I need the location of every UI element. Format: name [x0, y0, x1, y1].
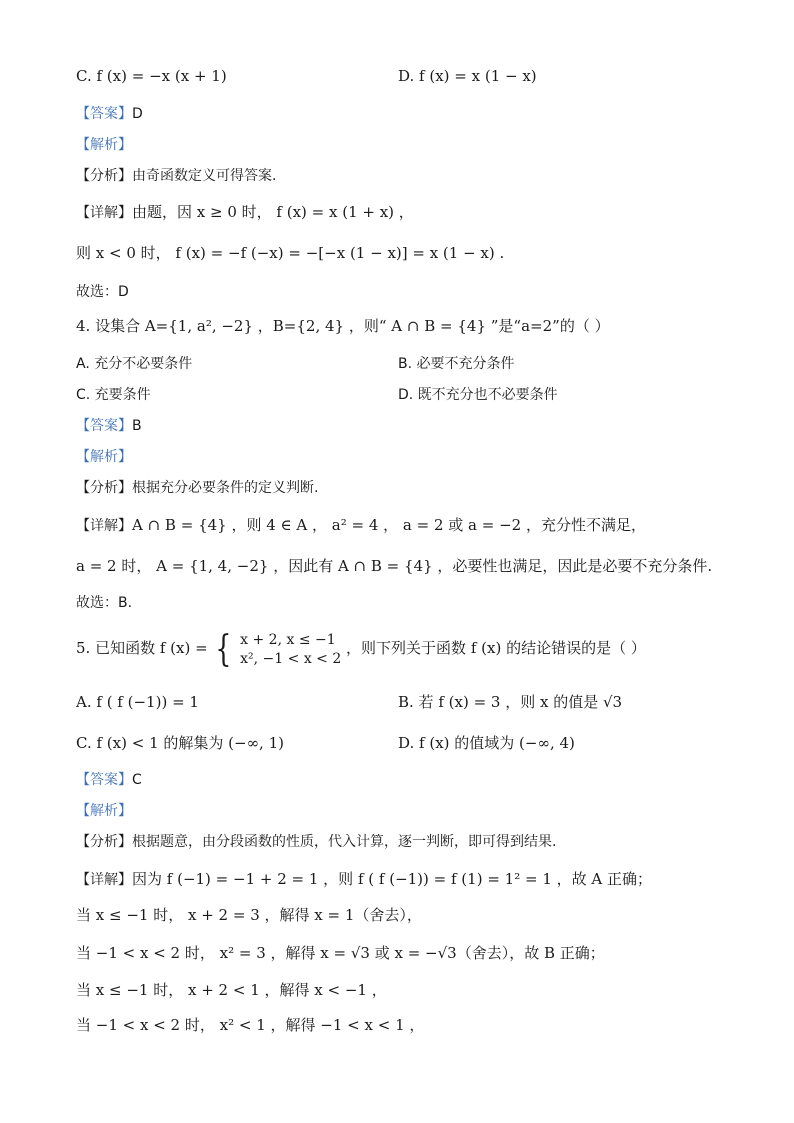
- answer-value: C: [132, 772, 142, 788]
- q4-stem: 4. 设集合 A={1, a², −2} ，B={2, 4} ，则“ A ∩ B = {4} ”是“a=2”的（ ）: [76, 317, 610, 335]
- q5-line-2: 当 −1 < x < 2 时， x² = 3 ，解得 x = √3 或 x = −√3（舍去），故 B 正确；: [76, 944, 605, 962]
- q5-xiangjie: [76, 869, 652, 890]
- q5-option-c: C. f (x) < 1 的解集为 (−∞, 1): [76, 734, 284, 752]
- answer-tag: 【答案】: [76, 418, 132, 434]
- xiangjie-tag: 【详解】: [76, 205, 132, 221]
- fenxi-tag: 【分析】: [76, 834, 132, 850]
- piecewise-cases: [240, 631, 341, 669]
- q3-option-c: C. f (x) = −x (x + 1): [76, 67, 227, 85]
- answer-tag: 【答案】: [76, 106, 132, 122]
- case-2: x², −1 < x < 2: [240, 651, 342, 667]
- answer-tag: 【答案】: [76, 772, 132, 788]
- fenxi-text: 根据充分必要条件的定义判断.: [132, 480, 319, 496]
- q4-derivation: a = 2 时， A = {1, 4, −2} ，因此有 A ∩ B = {4} ，必要性也满足，因此是必要不充分条件.: [76, 557, 713, 575]
- q3-answer: [76, 104, 143, 124]
- fenxi-tag: 【分析】: [76, 480, 132, 496]
- fenxi-tag: 【分析】: [76, 168, 132, 184]
- q4-option-a: A. 充分不必要条件: [76, 356, 193, 372]
- q5-line-1: 当 x ≤ −1 时， x + 2 = 3 ，解得 x = 1（舍去），: [76, 906, 422, 924]
- q4-xiangjie: [76, 515, 646, 536]
- q5-option-a: A. f ( f (−1)) = 1: [76, 693, 199, 711]
- q3-choose: 故选：D: [76, 284, 129, 300]
- q5-fenxi: [76, 832, 556, 852]
- q4-choose: 故选：B.: [76, 595, 133, 611]
- xiangjie-text: 由题，因 x ≥ 0 时， f (x) = x (1 + x) ，: [132, 203, 414, 221]
- piecewise-function: [212, 629, 341, 669]
- answer-value: B: [132, 418, 142, 434]
- xiangjie-tag: 【详解】: [76, 518, 132, 534]
- q4-option-d: D. 既不充分也不必要条件: [398, 387, 558, 403]
- left-brace-icon: {: [215, 629, 232, 670]
- q5-stem-prefix: 5. 已知函数 f (x) =: [76, 639, 208, 657]
- fenxi-text: 根据题意，由分段函数的性质，代入计算，逐一判断，即可得到结果.: [132, 834, 557, 850]
- case-1: x + 2, x ≤ −1: [240, 632, 336, 648]
- q5-jiexi-tag: 【解析】: [76, 803, 132, 819]
- q4-option-c: C. 充要条件: [76, 387, 151, 403]
- xiangjie-text: 因为 f (−1) = −1 + 2 = 1 ，则 f ( f (−1)) = f (1) = 1² = 1 ，故 A 正确；: [132, 870, 652, 888]
- q5-option-b: B. 若 f (x) = 3 ，则 x 的值是 √3: [398, 693, 623, 711]
- q4-answer: [76, 416, 142, 436]
- q5-line-3: 当 x ≤ −1 时， x + 2 < 1 ，解得 x < −1 ，: [76, 981, 387, 999]
- q3-jiexi-tag: 【解析】: [76, 137, 132, 153]
- q4-fenxi: [76, 478, 318, 498]
- q5-option-d: D. f (x) 的值域为 (−∞, 4): [398, 734, 575, 752]
- q3-derivation: 则 x < 0 时， f (x) = −f (−x) = −[−x (1 − x)] = x (1 − x) .: [76, 244, 505, 262]
- fenxi-text: 由奇函数定义可得答案.: [132, 168, 277, 184]
- xiangjie-tag: 【详解】: [76, 872, 132, 888]
- q3-xiangjie: [76, 202, 414, 223]
- q5-stem: [76, 628, 646, 669]
- q5-stem-suffix: ，则下列关于函数 f (x) 的结论错误的是（ ）: [346, 639, 646, 657]
- q4-jiexi-tag: 【解析】: [76, 449, 132, 465]
- answer-value: D: [132, 106, 143, 122]
- q3-fenxi: [76, 166, 276, 186]
- q5-answer: [76, 770, 142, 790]
- q3-option-d: D. f (x) = x (1 − x): [398, 67, 537, 85]
- xiangjie-text: A ∩ B = {4} ，则 4 ∈ A ， a² = 4 ， a = 2 或 a = −2 ，充分性不满足，: [132, 516, 646, 534]
- q5-line-4: 当 −1 < x < 2 时， x² < 1 ，解得 −1 < x < 1 ，: [76, 1016, 425, 1034]
- q4-option-b: B. 必要不充分条件: [398, 356, 515, 372]
